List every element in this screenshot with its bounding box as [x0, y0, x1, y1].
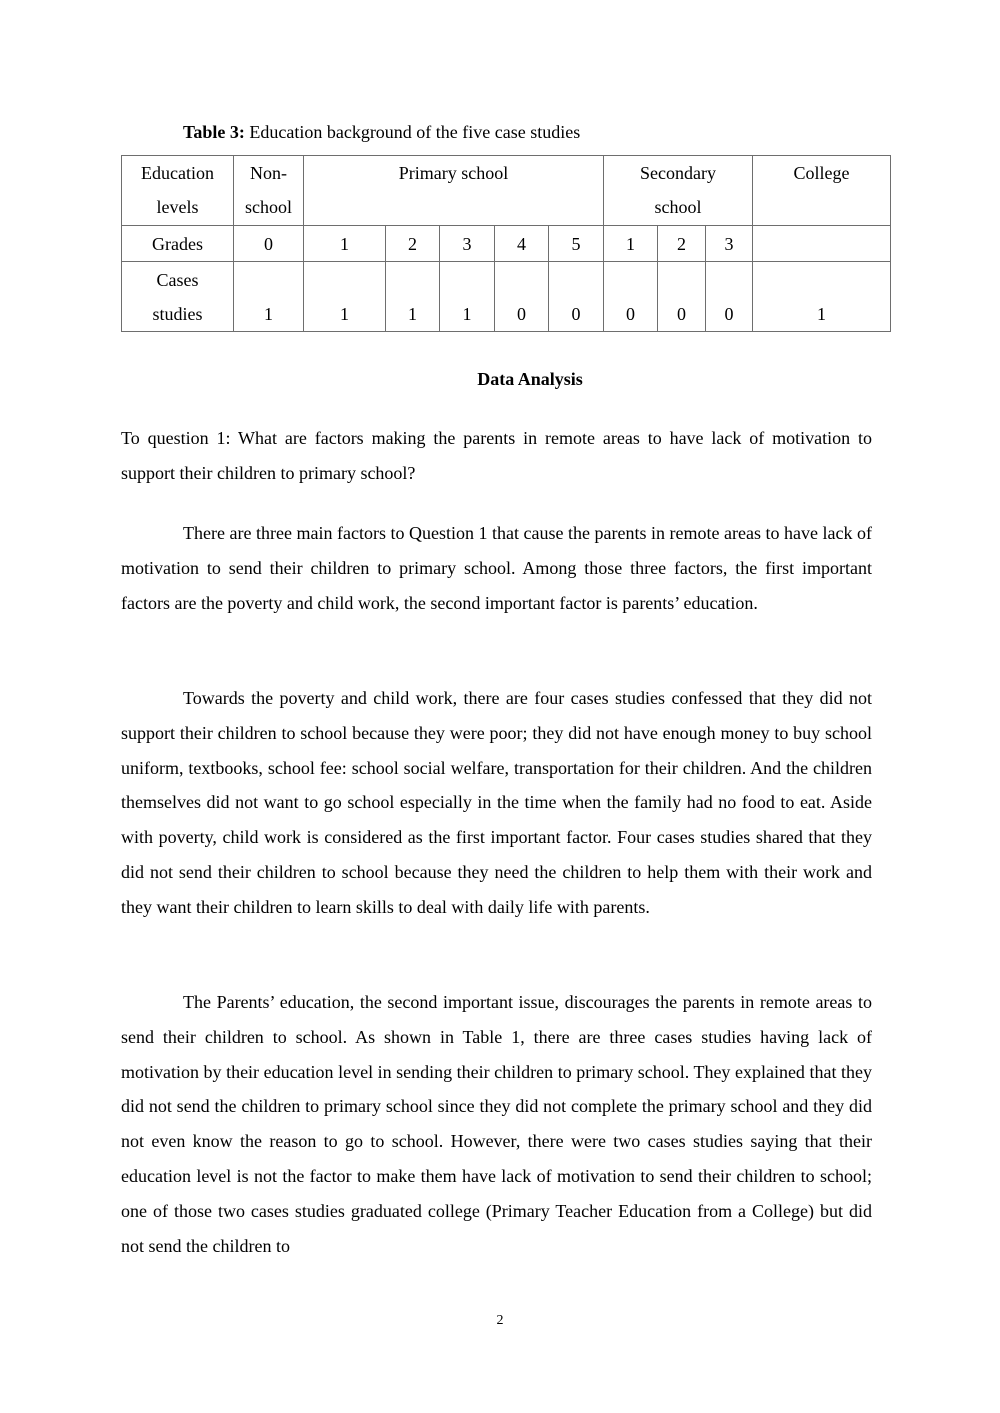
table-grades-row [122, 226, 891, 262]
case-count-cell: 1 [234, 262, 304, 332]
header-college: College [753, 156, 891, 226]
case-count-cell: 0 [658, 262, 706, 332]
header-primary-school: Primary school [304, 156, 604, 226]
case-count-cell: 1 [753, 262, 891, 332]
case-count-cell: 1 [440, 262, 495, 332]
table-caption-text: Education background of the five case studies [244, 122, 581, 142]
case-count-cell: 0 [604, 262, 658, 332]
case-count-cell: 0 [706, 262, 753, 332]
table-cases-row [122, 262, 891, 332]
case-count-cell: 1 [304, 262, 386, 332]
case-count-cell: 1 [386, 262, 440, 332]
question-text: To question 1: What are factors making the parents in remote areas to have lack of motivation to support their children to primary school? [121, 428, 872, 483]
paragraph-1: There are three main factors to Question 1 that cause the parents in remote areas to have lack of motivation to send their children to primary school. Among those three factors, the first important factors are the poverty and child work, the second important factor is parents’ education. [121, 523, 872, 613]
case-count-cell: 0 [495, 262, 549, 332]
grade-cell: 2 [386, 226, 440, 262]
education-background-table [121, 155, 891, 332]
page-number: 2 [496, 1313, 504, 1328]
paragraph-2: Towards the poverty and child work, there are four cases studies confessed that they did not support their children to school because they were poor; they did not have enough money to buy school uniform, textbooks, school fee: school social welfare, transportation for their children. And the children themselves did not want to go school especially in the time when the family had no food to eat. Aside with poverty, child work is considered as the first important factor. Four cases studies shared that they did not send their children to school because they need the children to help them with their work and they want their children to learn skills to deal with daily life with parents. [121, 688, 872, 917]
table-header-row [122, 156, 891, 226]
grade-cell: 1 [304, 226, 386, 262]
header-secondary-school: Secondary school [604, 156, 753, 226]
grade-cell: 0 [234, 226, 304, 262]
section-heading: Data Analysis [477, 369, 583, 389]
grade-cell: 2 [658, 226, 706, 262]
table-caption [183, 120, 580, 144]
grade-cell [753, 226, 891, 262]
header-non-school: Non- school [234, 156, 304, 226]
grade-cell: 3 [440, 226, 495, 262]
grades-label: Grades [122, 226, 234, 262]
case-count-cell: 0 [549, 262, 604, 332]
grade-cell: 1 [604, 226, 658, 262]
paragraph-3: The Parents’ education, the second important issue, discourages the parents in remote areas to send their children to school. As shown in Table 1, there are three cases studies having lack of motivation by their education level in sending their children to primary school. They explained that they did not send the children to primary school since they did not complete the primary school and they did not even know the reason to go to school. However, there were two cases studies saying that their education level is not the factor to make them have lack of motivation to send their children to school; one of those two cases studies graduated college (Primary Teacher Education from a College) but did not send the children to [121, 992, 872, 1256]
header-education-levels: Education levels [122, 156, 234, 226]
cases-label: Cases studies [122, 262, 234, 332]
grade-cell: 5 [549, 226, 604, 262]
table-caption-label: Table 3: [183, 122, 245, 142]
grade-cell: 3 [706, 226, 753, 262]
grade-cell: 4 [495, 226, 549, 262]
